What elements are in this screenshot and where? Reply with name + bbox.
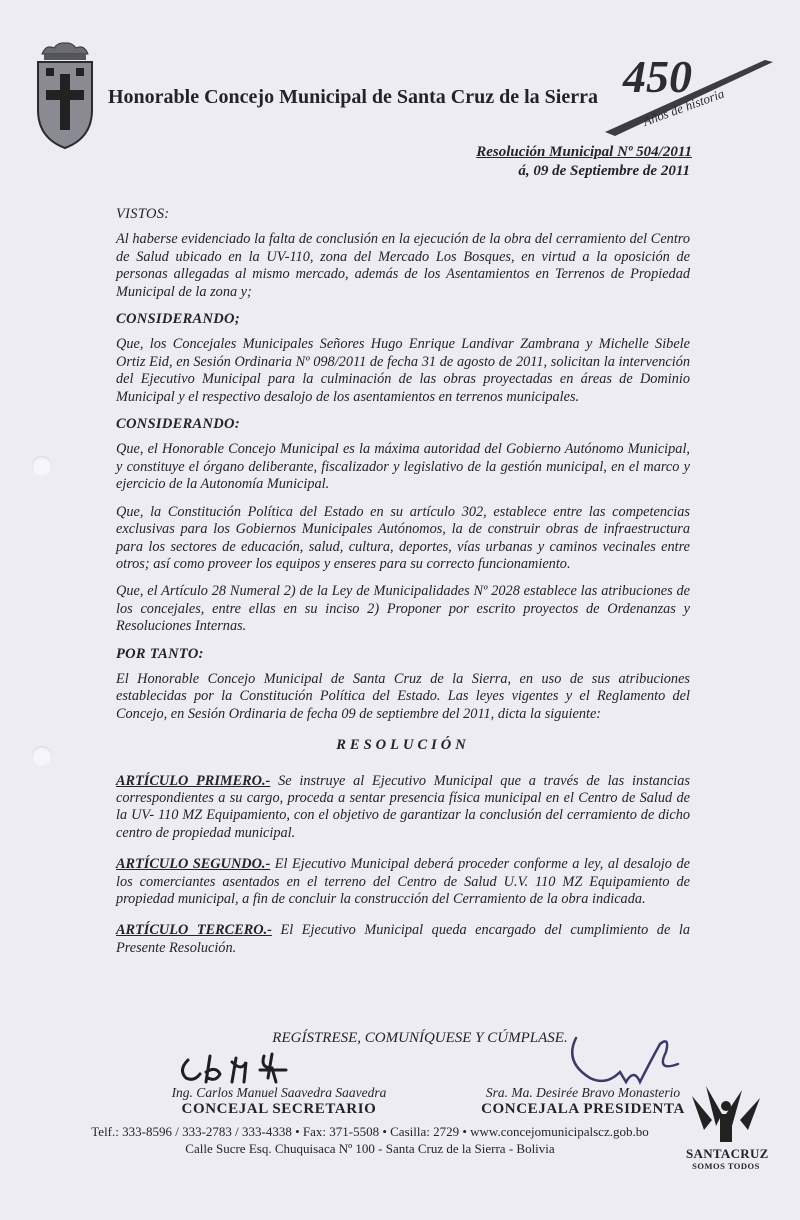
punch-hole — [32, 456, 52, 476]
anniversary-text: Años de historia — [640, 85, 727, 129]
document-body — [116, 206, 690, 967]
signatory-left-role: CONCEJAL SECRETARIO — [181, 1101, 377, 1117]
article-paragraph — [116, 922, 690, 957]
resolucion-heading: RESOLUCIÓN — [336, 737, 470, 754]
footer-address: Calle Sucre Esq. Chuquisaca Nº 100 - Santa Cruz de la Sierra - Bolivia — [185, 1141, 555, 1156]
closing-formula: REGÍSTRESE, COMUNÍQUESE Y CÚMPLASE. — [272, 1030, 568, 1046]
signature-left — [176, 1048, 326, 1088]
resolution-date: á, 09 de Septiembre de 2011 — [518, 163, 690, 179]
considerando-paragraph: Que, los Concejales Municipales Señores Hugo Enrique Landivar Zambrana y Michelle Sibele Ortiz Eid, en Sesión Ordinaria Nº 098/2011 de fecha 31 de agosto de 2011, solicitan la intervención del Ejecutivo Municipal para la culminación de las obras proyectadas en áreas de Dominio Municipal y el respectivo desalojo de los asentamientos en terrenos municipales. — [116, 336, 690, 405]
anniversary-450-logo — [605, 40, 775, 140]
signatory-right-name: Sra. Ma. Desirée Bravo Monasterio — [485, 1085, 681, 1100]
article-label: ARTÍCULO PRIMERO.- — [116, 772, 271, 789]
article-paragraph — [116, 773, 690, 843]
article-label: ARTÍCULO SEGUNDO.- — [116, 856, 271, 873]
article-label: ARTÍCULO TERCERO.- — [116, 922, 272, 939]
article-text: El Ejecutivo Municipal queda encargado del cumplimiento de la Presente Resolución. — [116, 922, 690, 956]
considerando-heading: CONSIDERANDO: — [116, 416, 240, 433]
santacruz-logo-text: SANTACRUZ — [686, 1146, 769, 1161]
portanto-paragraph: El Honorable Concejo Municipal de Santa Cruz de la Sierra, en uso de sus atribuciones establecidas por la Constitución Política del Estado. Las leyes vigentes y el Reglamento del Concejo, en Sesión Ordinaria de fecha 09 de septiembre del 2011, dicta la siguiente: — [116, 670, 690, 722]
santacruz-logo-slogan: SOMOS TODOS — [692, 1161, 760, 1171]
portanto-heading: POR TANTO: — [116, 645, 204, 662]
vistos-paragraph: Al haberse evidenciado la falta de conclusión en la ejecución de la obra del cerramiento del Centro de Salud ubicado en la UV-110, zona del Mercado Los Bosques, en virtud a la oposición de personas allegadas al mismo mercado, además de los Asentamientos en Terrenos de Propiedad Municipal de la zona y; — [116, 231, 690, 300]
footer-contact: Telf.: 333-8596 / 333-2783 / 333-4338 • Fax: 371-5508 • Casilla: 2729 • www.concejomunicipalscz.gob.bo — [91, 1124, 649, 1139]
considerando-paragraph: Que, el Honorable Concejo Municipal es la máxima autoridad del Gobierno Autónomo Municipal, y constituye el órgano deliberante, fiscalizador y legislativo de la gestión municipal, en el marco y ejercicio de la Autonomía Municipal. — [116, 441, 690, 493]
coat-of-arms-icon — [32, 40, 98, 152]
resolution-title: Resolución Municipal Nº 504/2011 — [476, 144, 692, 160]
signatory-left-name: Ing. Carlos Manuel Saavedra Saavedra — [171, 1085, 387, 1100]
considerando-heading: CONSIDERANDO; — [116, 311, 240, 328]
vistos-heading: VISTOS: — [116, 206, 170, 222]
signatory-right-role: CONCEJALA PRESIDENTA — [481, 1101, 685, 1117]
punch-hole — [32, 746, 52, 766]
anniversary-number: 450 — [623, 51, 692, 102]
organization-title: Honorable Concejo Municipal de Santa Cruz de la Sierra — [108, 86, 598, 108]
article-paragraph — [116, 856, 690, 908]
article-text: El Ejecutivo Municipal deberá proceder conforme a ley, al desalojo de los comerciantes asentados en el terreno del Centro de Salud U.V. 110 MZ Equipamiento de propiedad municipal, a fin de concluir la construcción del Cerramiento de la obra indicada. — [116, 856, 690, 907]
considerando-paragraph: Que, la Constitución Política del Estado en su artículo 302, establece entre las competencias exclusivas para los Gobiernos Municipales Autónomos, la de construir obras de infraestructura para los sectores de educación, salud, cultura, deportes, vías urbanas y caminos vecinales entre otros; así como proveer los equipos y enseres para su correcto funcionamiento. — [116, 503, 690, 572]
article-text: Se instruye al Ejecutivo Municipal que a través de las instancias correspondientes a su cargo, proceda a sentar presencia física municipal en el Centro de Salud de la UV- 110 MZ Equipamiento, con el objetivo de garantizar la conclusión del cerramiento de dicho centro de propiedad municipal. — [116, 772, 690, 841]
considerando-paragraph: Que, el Artículo 28 Numeral 2) de la Ley de Municipalidades Nº 2028 establece las atribuciones de los concejales, entre ellas en su inciso 2) Proponer por escrito proyectos de Ordenanzas y Resoluciones Internas. — [116, 583, 690, 635]
